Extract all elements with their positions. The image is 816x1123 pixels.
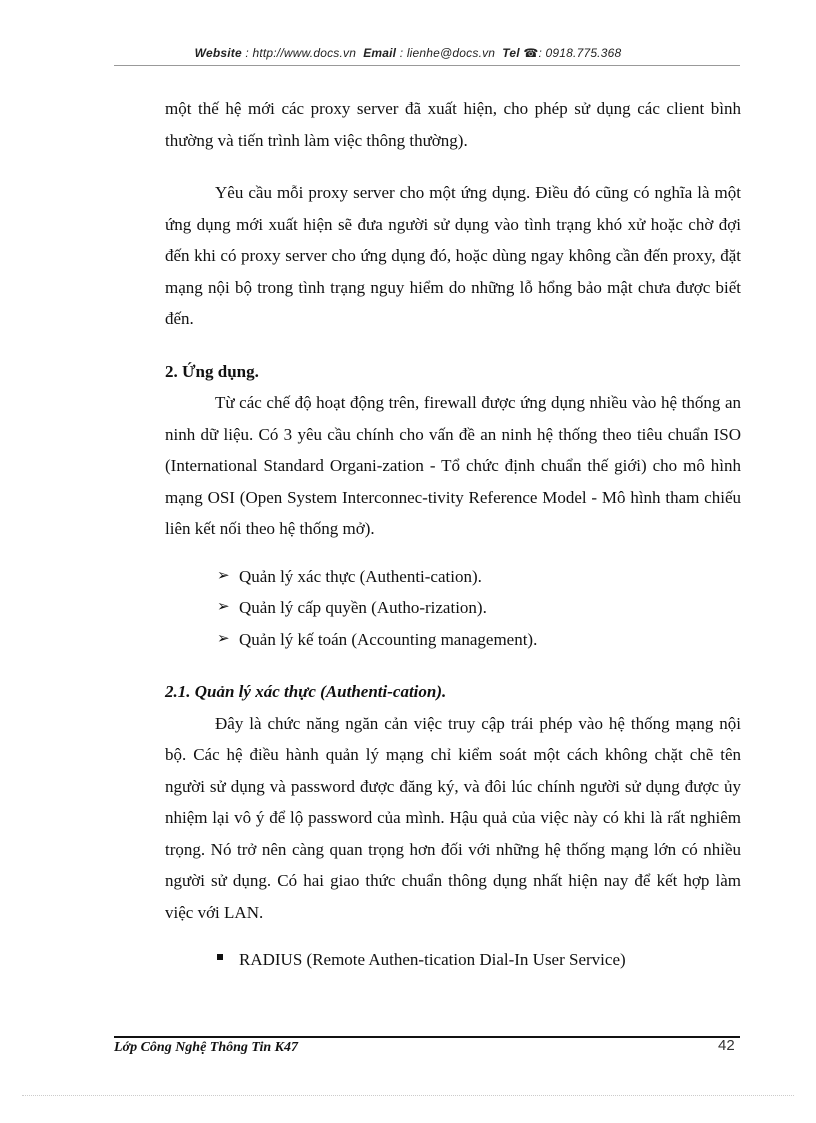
footer-divider [114, 1036, 740, 1038]
arrow-bullet-icon: ➢ [217, 567, 230, 584]
list-item-text: RADIUS (Remote Authen-tication Dial-In User Service) [239, 950, 626, 969]
website-value[interactable]: : http://www.docs.vn [245, 46, 357, 60]
arrow-list [165, 561, 741, 656]
list-item-text: Quản lý kế toán (Accounting management). [239, 629, 538, 649]
tel-value: : 0918.775.368 [538, 46, 622, 60]
paragraph-authentication: Đây là chức năng ngăn cản việc truy cập trái phép vào hệ thống mạng nội bộ. Các hệ điều hành quản lý mạng chỉ kiểm soát một cách không chặt chẽ tên người sử dụng và password được đăng ký, và đôi lúc chính người sử dụng được ủy nhiệm lại vô ý để lộ password của mình. Hậu quả của việc này có khi là rất nghiêm trọng. Nó trở nên càng quan trọng hơn đối với những hệ thống mạng lớn có nhiều người sử dụng. Có hai giao thức chuẩn thông dụng nhất hiện nay để kết hợp làm việc với LAN. [165, 713, 741, 922]
paragraph-continuation: một thế hệ mới các proxy server đã xuất hiện, cho phép sử dụng các client bình thường và tiến trình làm việc thông thường). [165, 99, 741, 150]
square-list [165, 944, 741, 976]
phone-icon: ☎ [523, 46, 539, 60]
paragraph-proxy-requirement: Yêu cầu mỗi proxy server cho một ứng dụng. Điều đó cũng có nghĩa là một ứng dụng mới xuất hiện sẽ đưa người sử dụng vào tình trạng khó xử hoặc chờ đợi đến khi có proxy server cho ứng dụng đó, hoặc dùng ngay không cần đến proxy, đặt mạng nội bộ trong tình trạng nguy hiểm do những lỗ hổng bảo mật chưa được biết đến. [165, 183, 741, 328]
list-item [217, 592, 741, 624]
list-item-text: Quản lý xác thực (Authenti-cation). [239, 566, 482, 586]
arrow-bullet-icon: ➢ [217, 630, 230, 647]
tel-label: Tel [502, 46, 520, 60]
arrow-bullet-icon: ➢ [217, 599, 230, 615]
header-divider [114, 65, 740, 66]
list-item [217, 624, 741, 656]
page-body [165, 93, 741, 976]
email-label: Email [363, 46, 397, 60]
list-item [217, 944, 741, 976]
email-value[interactable]: : lienhe@docs.vn [399, 46, 496, 60]
page-edge-divider [22, 1095, 794, 1096]
list-item [217, 561, 741, 593]
subsection-heading: 2.1. Quản lý xác thực (Authenti-cation). [165, 682, 447, 701]
paragraph-applications: Từ các chế độ hoạt động trên, firewall được ứng dụng nhiều vào hệ thống an ninh dữ liệu. Có 3 yêu cầu chính cho vấn đề an ninh hệ thống theo tiêu chuẩn ISO (International Standard Organi-zation - Tổ chức định chuẩn thế giới) cho mô hình mạng OSI (Open System Interconnec-tivity Reference Model - Mô hình tham chiếu liên kết nối theo hệ thống mở). [165, 393, 741, 538]
website-label: Website [194, 46, 242, 60]
section-heading: 2. Ứng dụng. [165, 361, 259, 381]
page-number: 42 [718, 1037, 735, 1054]
list-item-text: Quản lý cấp quyền (Autho-rization). [239, 598, 487, 617]
footer-label: Lớp Công Nghệ Thông Tin K47 [114, 1040, 298, 1055]
page-header [0, 46, 816, 60]
square-bullet-icon [217, 954, 223, 960]
